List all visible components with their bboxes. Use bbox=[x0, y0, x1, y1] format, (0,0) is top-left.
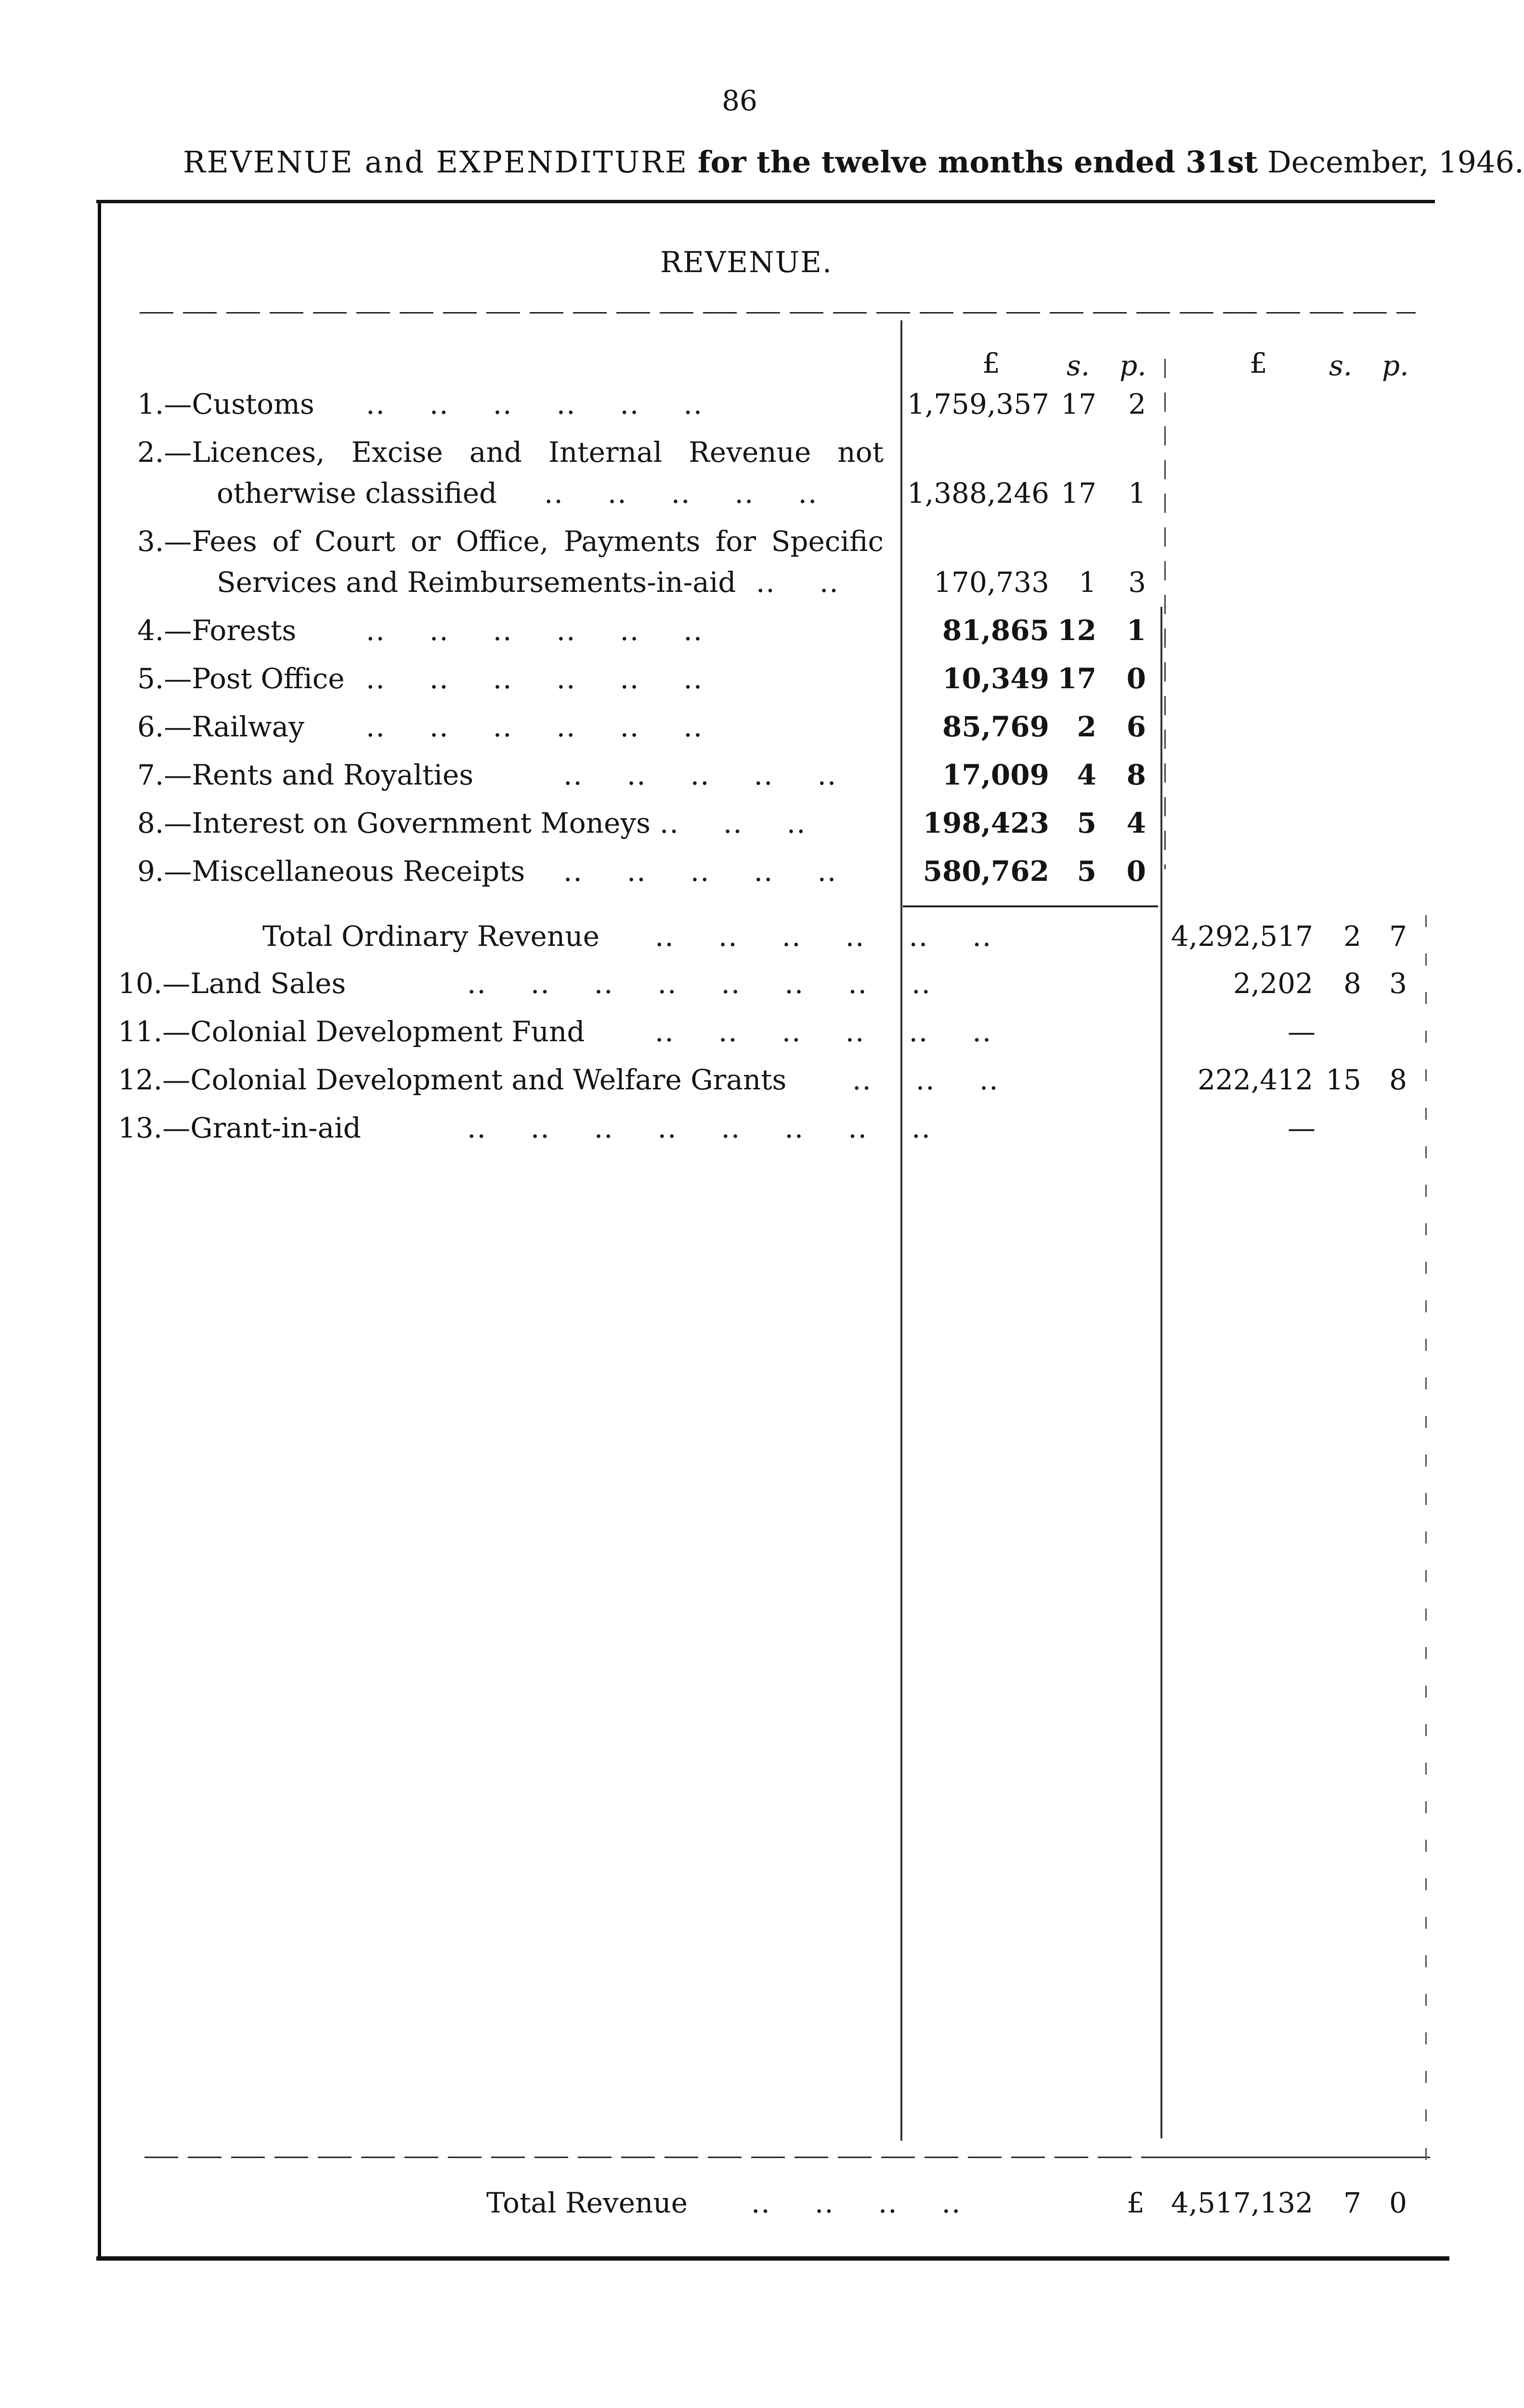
cdw-grants-pounds: 222,412 bbox=[1198, 1063, 1313, 1096]
item-3-shillings: 1 bbox=[1079, 566, 1096, 599]
total-ordinary-label: Total Ordinary Revenue bbox=[262, 920, 599, 953]
title-prefix: REVENUE and EXPENDITURE bbox=[183, 144, 689, 180]
total-revenue-leader: .. .. .. .. bbox=[751, 2186, 962, 2219]
colonial-dev-fund-dash: — bbox=[1288, 1015, 1316, 1048]
land-sales-shillings: 8 bbox=[1343, 967, 1361, 1000]
cdw-grants-label: 12.—Colonial Development and Welfare Grants bbox=[118, 1063, 787, 1096]
item-5-shillings: 17 bbox=[1057, 662, 1096, 695]
item-3-pounds: 170,733 bbox=[934, 566, 1049, 599]
heading-divider bbox=[140, 312, 1416, 314]
item-4-label: 4.—Forests bbox=[137, 614, 297, 647]
total-revenue-currency: £ bbox=[1127, 2186, 1145, 2219]
column-divider-1 bbox=[900, 320, 902, 2141]
item-5-pounds: 10,349 bbox=[942, 662, 1049, 695]
land-sales-pounds: 2,202 bbox=[1233, 967, 1313, 1000]
item-8-shillings: 5 bbox=[1077, 807, 1096, 839]
item-5-pence: 0 bbox=[1126, 662, 1146, 695]
total-revenue-pence: 0 bbox=[1389, 2186, 1407, 2219]
column-divider-2-dashed bbox=[1164, 359, 1166, 869]
item-6-pence: 6 bbox=[1126, 710, 1146, 743]
item-2-shillings: 17 bbox=[1061, 477, 1096, 510]
item-8-label: 8.—Interest on Government Moneys bbox=[137, 807, 651, 839]
land-sales-pence: 3 bbox=[1389, 967, 1407, 1000]
col-shillings2-header: s. bbox=[1329, 349, 1353, 382]
total-revenue-shillings: 7 bbox=[1343, 2186, 1361, 2219]
land-sales-label: 10.—Land Sales bbox=[118, 967, 346, 1000]
item-2-label: otherwise classified bbox=[217, 477, 497, 510]
item-3-label: Services and Reimbursements-in-aid bbox=[217, 566, 736, 599]
col-shillings-header: s. bbox=[1067, 349, 1090, 382]
item-1-shillings: 17 bbox=[1061, 388, 1096, 420]
item-6-pounds: 85,769 bbox=[942, 710, 1049, 743]
col-pounds-header: £ bbox=[982, 347, 1000, 380]
colonial-dev-fund-label: 11.—Colonial Development Fund bbox=[118, 1015, 585, 1048]
item-7-label: 7.—Rents and Royalties bbox=[137, 759, 474, 791]
item-5-leader: .. .. .. .. .. .. bbox=[366, 662, 703, 695]
land-sales-leader: .. .. .. .. .. .. .. .. bbox=[467, 967, 931, 1000]
grant-in-aid-dash: — bbox=[1288, 1112, 1316, 1144]
item-1-label: 1.—Customs bbox=[137, 388, 314, 420]
total-ordinary-pounds: 4,292,517 bbox=[1171, 920, 1313, 953]
item-4-shillings: 12 bbox=[1057, 614, 1096, 647]
grant-in-aid-leader: .. .. .. .. .. .. .. .. bbox=[467, 1112, 931, 1144]
item-7-pounds: 17,009 bbox=[942, 759, 1049, 791]
item-9-label: 9.—Miscellaneous Receipts bbox=[137, 855, 525, 888]
col-pence-header: p. bbox=[1120, 349, 1146, 382]
item-2-leader: .. .. .. .. .. bbox=[544, 477, 818, 510]
item-7-pence: 8 bbox=[1126, 759, 1146, 791]
total-ordinary-shillings: 2 bbox=[1343, 920, 1361, 953]
item-9-leader: .. .. .. .. .. bbox=[563, 855, 837, 888]
title-middle: for the twelve months ended 31st bbox=[697, 144, 1258, 180]
cdw-grants-leader: .. .. .. bbox=[852, 1063, 999, 1096]
subtotal-rule bbox=[903, 905, 1158, 907]
left-rule bbox=[98, 200, 101, 2260]
item-4-pounds: 81,865 bbox=[942, 614, 1049, 647]
col-pounds2-header: £ bbox=[1250, 347, 1267, 380]
item-6-shillings: 2 bbox=[1077, 710, 1096, 743]
column-divider-2 bbox=[1160, 607, 1162, 2138]
item-6-leader: .. .. .. .. .. .. bbox=[366, 710, 703, 743]
item-9-shillings: 5 bbox=[1077, 855, 1096, 888]
item-1-leader: .. .. .. .. .. .. bbox=[366, 388, 703, 420]
cdw-grants-pence: 8 bbox=[1389, 1063, 1407, 1096]
total-revenue-label: Total Revenue bbox=[486, 2186, 688, 2219]
item-5-label: 5.—Post Office bbox=[137, 662, 345, 695]
total-ordinary-leader: .. .. .. .. .. .. bbox=[655, 920, 992, 953]
item-9-pounds: 580,762 bbox=[923, 855, 1049, 888]
grant-in-aid-label: 13.—Grant-in-aid bbox=[118, 1112, 361, 1144]
item-3-pence: 3 bbox=[1128, 566, 1146, 599]
item-9-pence: 0 bbox=[1126, 855, 1146, 888]
item-8-pence: 4 bbox=[1126, 807, 1146, 839]
total-ordinary-pence: 7 bbox=[1389, 920, 1407, 953]
column-divider-3 bbox=[1425, 915, 1427, 2186]
item-2-pence: 1 bbox=[1128, 477, 1146, 510]
total-revenue-pounds: 4,517,132 bbox=[1171, 2186, 1313, 2219]
cdw-grants-shillings: 15 bbox=[1326, 1063, 1361, 1096]
item-8-pounds: 198,423 bbox=[923, 807, 1049, 839]
item-8-leader: .. .. .. bbox=[660, 807, 807, 839]
section-heading: REVENUE. bbox=[660, 246, 833, 279]
item-2-label-line1: 2.—Licences, Excise and Internal Revenue not bbox=[137, 436, 884, 469]
item-3-label-line1: 3.—Fees of Court or Office, Payments for Specific bbox=[137, 525, 884, 558]
title-suffix: December, 1946. bbox=[1267, 144, 1524, 180]
total-rule bbox=[1170, 2157, 1423, 2158]
page-number: 86 bbox=[722, 84, 757, 117]
item-1-pence: 2 bbox=[1128, 388, 1146, 420]
colonial-dev-fund-leader: .. .. .. .. .. .. bbox=[655, 1015, 992, 1048]
item-2-pounds: 1,388,246 bbox=[907, 477, 1049, 510]
page-title bbox=[183, 144, 1524, 180]
item-7-leader: .. .. .. .. .. bbox=[563, 759, 837, 791]
item-3-leader: .. .. bbox=[756, 566, 839, 599]
item-1-pounds: 1,759,357 bbox=[907, 388, 1049, 420]
top-rule bbox=[96, 200, 1435, 203]
item-6-label: 6.—Railway bbox=[137, 710, 305, 743]
item-4-leader: .. .. .. .. .. .. bbox=[366, 614, 703, 647]
item-4-pence: 1 bbox=[1126, 614, 1146, 647]
bottom-rule bbox=[96, 2256, 1449, 2261]
col-pence2-header: p. bbox=[1382, 349, 1409, 382]
item-7-shillings: 4 bbox=[1077, 759, 1096, 791]
